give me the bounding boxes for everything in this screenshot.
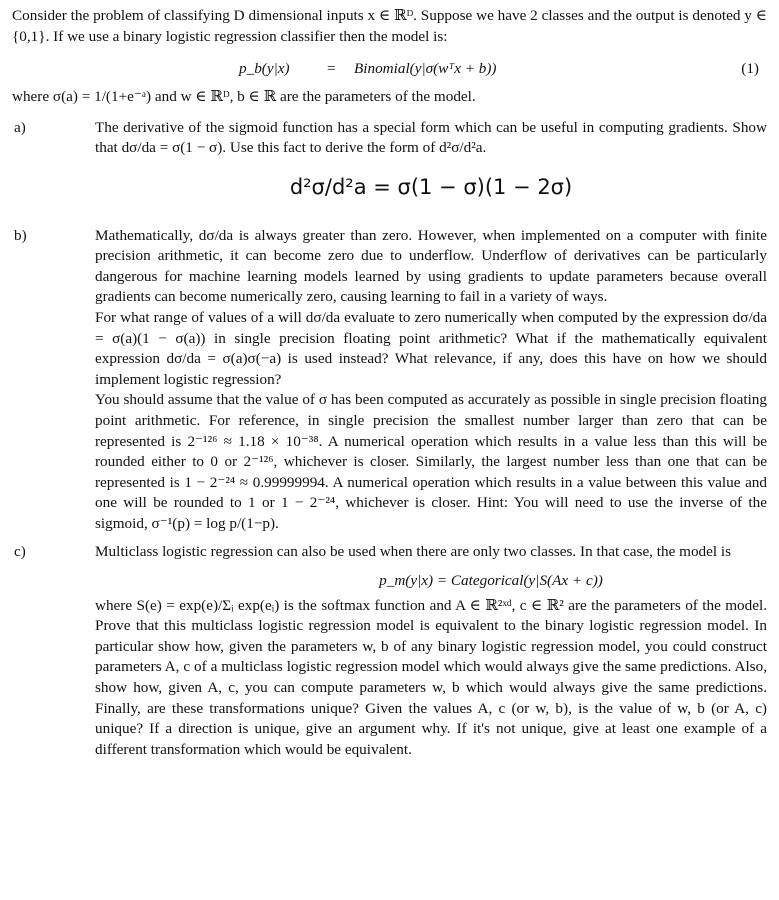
part-b-label: b) <box>14 226 27 244</box>
equation-1 <box>12 57 767 87</box>
sigmoid-definition: where σ(a) = 1/(1+e⁻ᵃ) and w ∈ ℝᴰ, b ∈ ℝ are the parameters of the model. <box>12 88 476 106</box>
part-a-text: The derivative of the sigmoid function has a special form which can be useful in computing gradients. Show that dσ/da = σ(1 − σ). Use this fact to derive the form of d²σ/d²a. <box>95 118 767 157</box>
part-b-paragraph-3: You should assume that the value of σ has been computed as accurately as possible in single precision floating point arithmetic. For reference, in single precision the smallest number larger than zero that can be represented is 2⁻¹²⁶ ≈ 1.18 × 10⁻³⁸. A numerical operation which results in a value less than this will be rounded either to 0 or 2⁻¹²⁶, whichever is closer. Similarly, the largest number less than one that can be represented is 1 − 2⁻²⁴ ≈ 0.99999994. A numerical operation which results in a value between this value and one will be rounded to 1 or 1 − 2⁻²⁴, whichever is closer. Hint: You will need to use the inverse of the sigmoid, σ⁻¹(p) = log p/(1−p). <box>95 391 767 532</box>
part-b <box>12 226 767 535</box>
part-b-paragraph-2: For what range of values of a will dσ/da evaluate to zero numerically when computed by the expression dσ/da = σ(a)(1 − σ(a)) in single precision floating point arithmetic? What if the mathematically equivalent expression dσ/da = σ(a)σ(−a) is used instead? What relevance, if any, does this have on how we should implement logistic regression? <box>95 308 767 388</box>
second-derivative-equation: d²σ/d²a = σ(1 − σ)(1 − 2σ) <box>289 174 573 199</box>
part-b-paragraph-1: Mathematically, dσ/da is always greater than zero. However, when implemented on a computer with finite precision arithmetic, it can become zero due to underflow. Underflow of derivatives can be particularly dangerous for machine learning models learned by using gradients to update parameters because overall gradients can become numerically zero, causing learning to fail in a variety of ways. <box>95 226 767 306</box>
part-a-label: a) <box>14 118 26 136</box>
part-a <box>12 118 767 212</box>
equation-1-number: (1) <box>741 60 759 78</box>
part-c-paragraph-1: Multiclass logistic regression can also be used when there are only two classes. In that case, the model is <box>95 543 732 561</box>
part-c-paragraph-2: where S(e) = exp(e)/Σᵢ exp(eᵢ) is the softmax function and A ∈ ℝ²ˣᵈ, c ∈ ℝ² are the parameters of the model. Prove that this multiclass logistic regression model is equivalent to the binary logistic regression model. In particular show how, given the parameters w, b of any binary logistic regression model, you could construct parameters A, c of a multiclass logistic regression model which would always give the same predictions. Also, show how, given A, c, you can compute parameters w, b which would always give the same predictions. Finally, are these transformations unique? Given the values A, c (or w, b), is the value of w, b (or A, c) unique? If a direction is unique, give an argument why. If it's not unique, give at least one example of a different transformation which would be equivalent. <box>95 596 767 758</box>
equation-1-equals: = <box>327 60 336 78</box>
part-c-label: c) <box>14 543 26 561</box>
equation-1-lhs: p_b(y|x) <box>239 60 290 78</box>
intro-paragraph: Consider the problem of classifying D dimensional inputs x ∈ ℝᴰ. Suppose we have 2 classes and the output is denoted y ∈ {0,1}. If we use a binary logistic regression classifier then the model is: <box>12 7 767 45</box>
equation-1-rhs: Binomial(y|σ(wᵀx + b)) <box>354 60 497 78</box>
multiclass-model-equation: p_m(y|x) = Categorical(y|S(Ax + c)) <box>379 572 603 590</box>
part-c <box>12 542 767 760</box>
